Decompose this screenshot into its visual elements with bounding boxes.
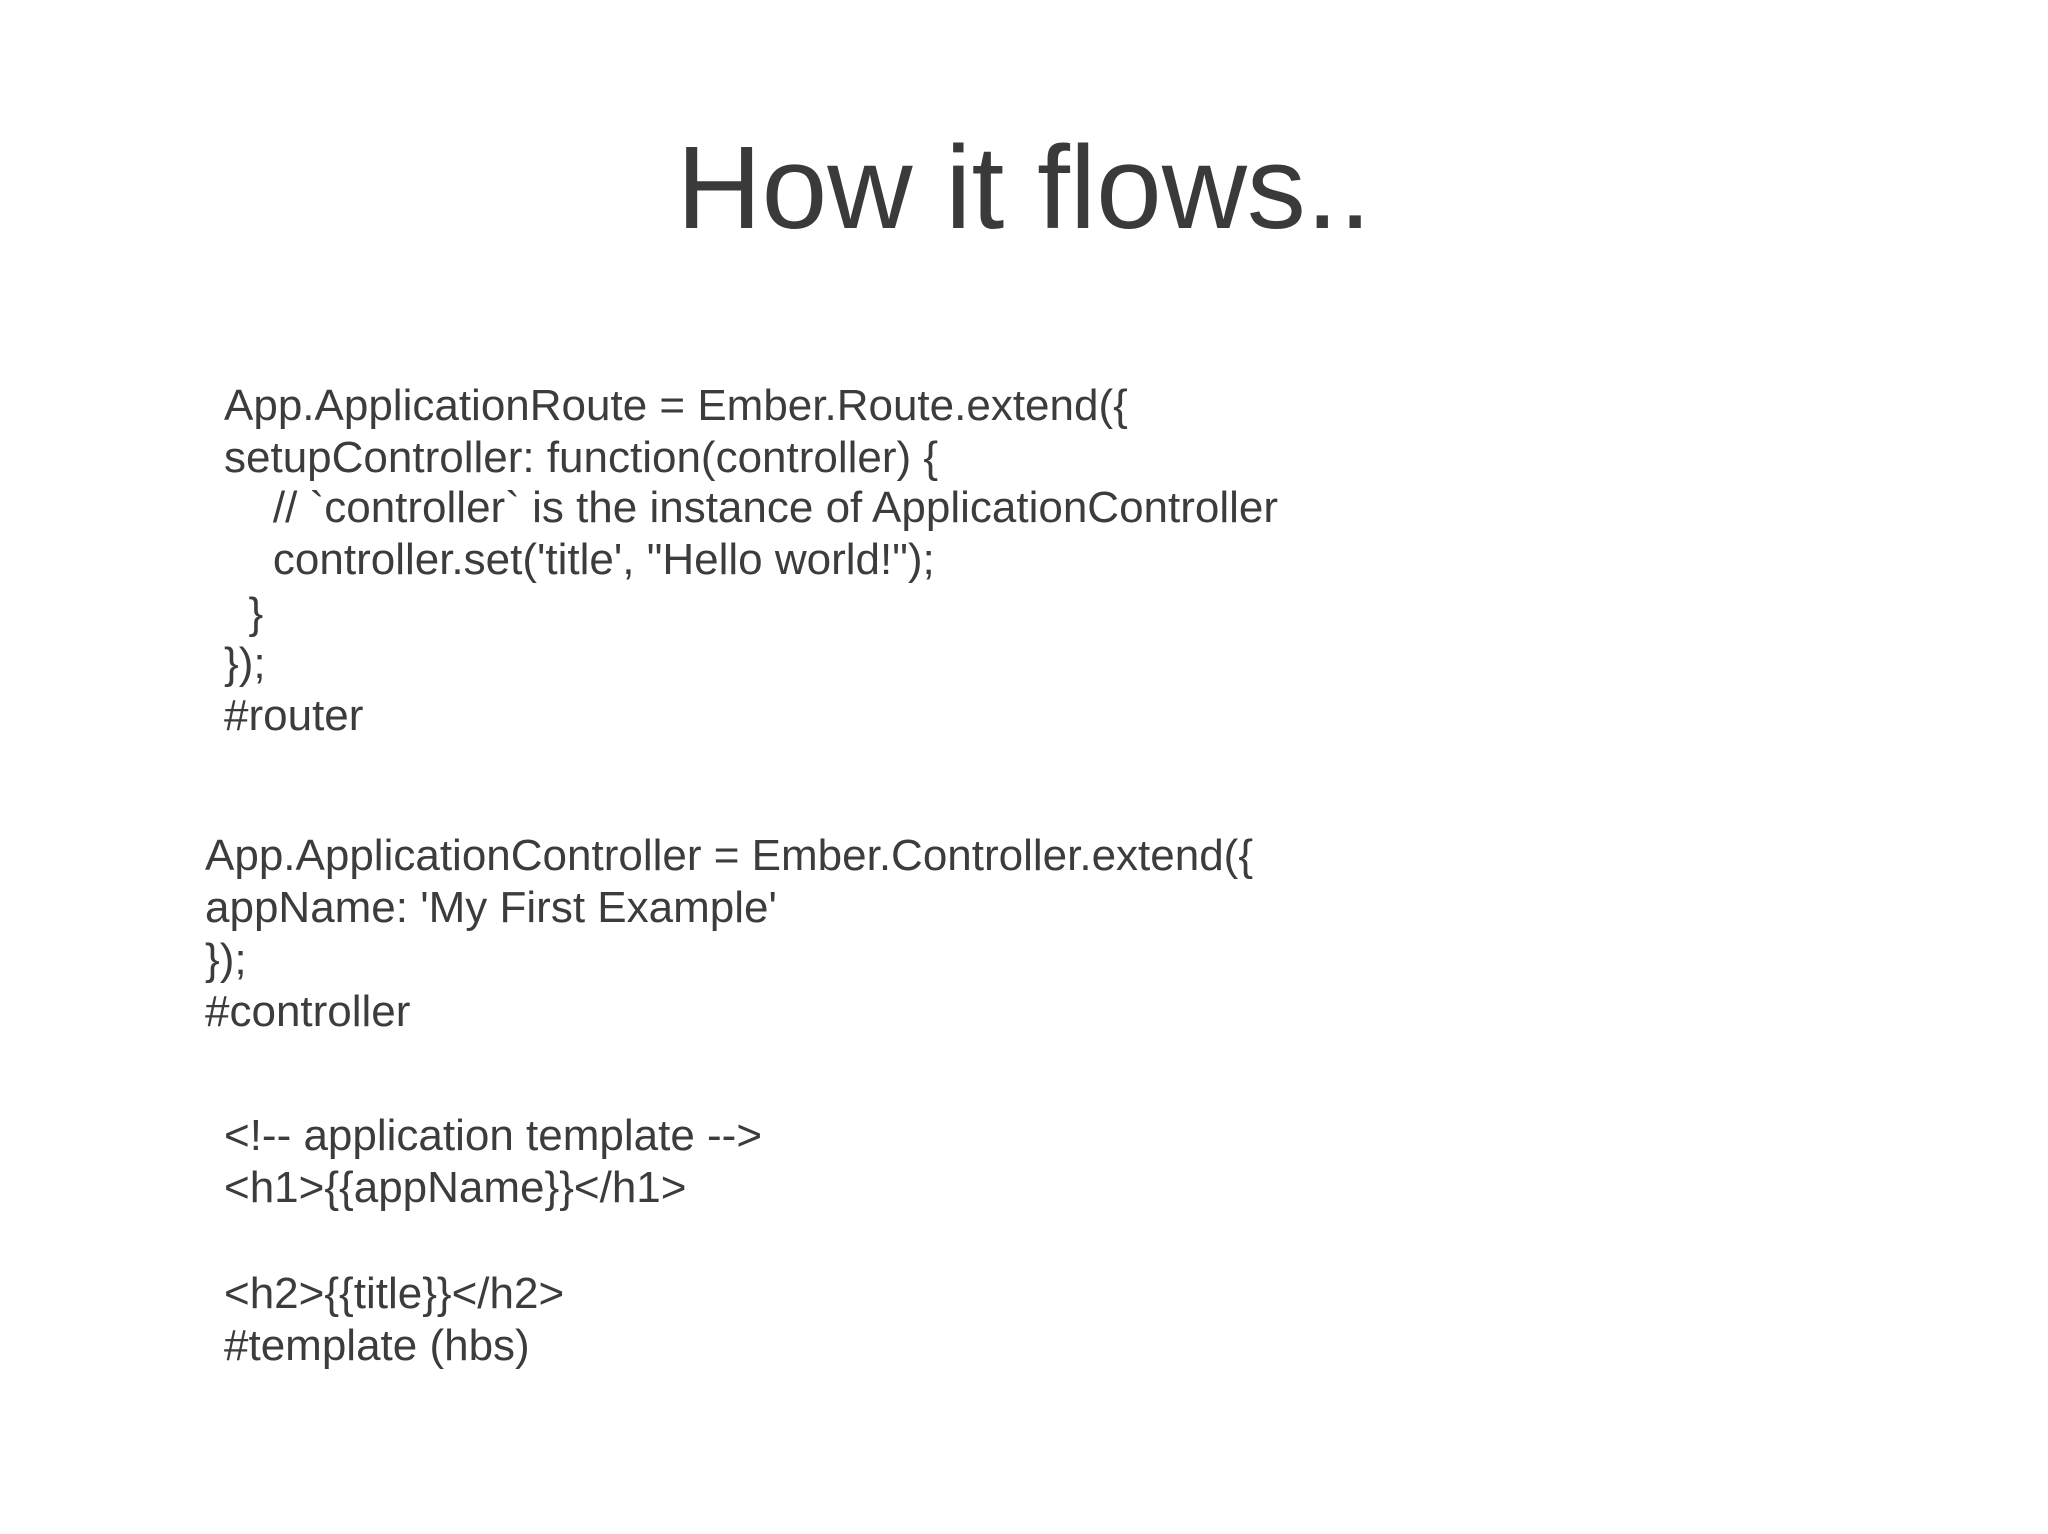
code-line: #router [224, 691, 364, 740]
router-code-block [224, 380, 1279, 830]
template-code-block [224, 1110, 763, 1460]
code-line: #controller [205, 987, 411, 1036]
code-line: App.ApplicationRoute = Ember.Route.extend({ [224, 381, 1128, 430]
code-line: <h2>{{title}}</h2> [224, 1269, 565, 1318]
code-line: setupController: function(controller) { [224, 433, 939, 482]
slide-title: How it flows.. [676, 122, 1372, 254]
code-line: <h1>{{appName}}</h1> [224, 1163, 687, 1212]
code-line: #template (hbs) [224, 1321, 530, 1370]
code-line: appName: 'My First Example' [205, 883, 777, 932]
code-line: controller.set('title', "Hello world!"); [224, 535, 935, 584]
code-line: // `controller` is the instance of ApplicationController [224, 483, 1279, 532]
code-line: }); [205, 935, 247, 984]
code-line: App.ApplicationController = Ember.Controller.extend({ [205, 831, 1254, 880]
controller-code-block [205, 830, 1254, 1130]
code-line: }); [224, 639, 266, 688]
code-line: } [224, 589, 264, 638]
code-line: <!-- application template --> [224, 1111, 763, 1160]
